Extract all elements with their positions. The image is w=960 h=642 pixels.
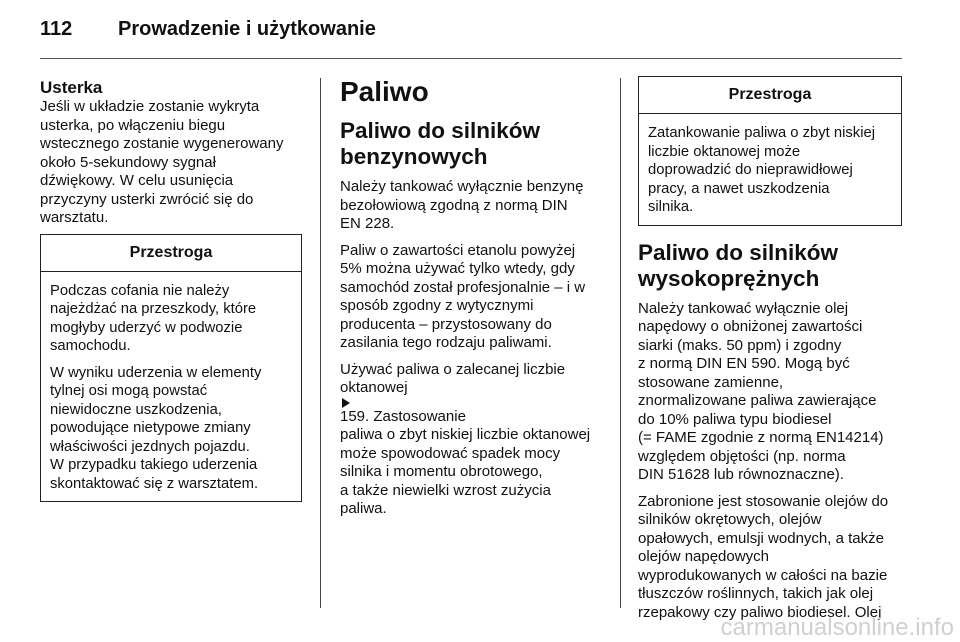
fault-heading: Usterka: [40, 78, 103, 97]
warning-box-body: Zatankowanie paliwa o zbyt niskiej liczbie oktanowej może doprowadzić do nieprawidłowej pracy, a nawet uszkodzenia silnika.: [648, 125, 876, 215]
warning-box-body: [41, 272, 301, 502]
subsection-title-diesel: Paliwo do silników wysokoprężnych: [638, 239, 839, 291]
paragraph: Należy tankować wyłącznie benzynę bezołowiową zgodną z normą DIN EN 228.: [340, 178, 584, 232]
paragraph: Zabronione jest stosowanie olejów do silników okrętowych, olejów opałowych, emulsji wodnych, a także olejów napędowych wyprodukowanych w całości na bazie tłuszczów roślinnych, takich jak olej rzepakowy czy paliwo biodiesel. Olej: [638, 492, 889, 621]
watermark: carmanualsonline.info: [720, 614, 954, 641]
column-divider-left: [320, 78, 321, 608]
section-title: Paliwo: [340, 76, 429, 107]
page-number: 112: [40, 18, 73, 40]
fault-paragraph: Jeśli w układzie zostanie wykryta usterka, po włączeniu biegu wstecznego zostanie wygenerowany około 5-sekundowy sygnał dźwiękowy. W celu usunięcia przyczyny usterki zwrócić się do warsztatu.: [40, 98, 284, 226]
left-column: [40, 78, 302, 502]
subsection-title-petrol: Paliwo do silników benzynowych: [340, 118, 541, 169]
page-header: [40, 14, 900, 46]
warning-box-reversing: [40, 234, 302, 503]
page-heading: Prowadzenie i użytkowanie: [118, 18, 376, 40]
warning-box-title: Przestroga: [41, 235, 301, 272]
warning-paragraph: W wyniku uderzenia w elementy tylnej osi mogą powstać niewidoczne uszkodzenia, powodujące nietypowe zmiany właściwości jezdnych pojazdu. W przypadku takiego uderzenia skontaktować się z warsztatem.: [50, 364, 262, 492]
middle-column: [340, 76, 604, 527]
paragraph: Używać paliwa o zalecanej liczbie oktanowej 159. Zastosowanie paliwa o zbyt niskiej liczbie oktanowej może spowodować spadek mocy silnika i momentu obrotowego, a także niewielki wzrost zużycia paliwa.: [340, 360, 591, 517]
page-reference-arrow-icon: [342, 398, 350, 408]
right-column: [638, 76, 902, 630]
warning-box-title: Przestroga: [639, 77, 901, 114]
warning-paragraph: Podczas cofania nie należy najeżdżać na przeszkody, które mogłyby uderzyć w podwozie samochodu.: [50, 282, 257, 354]
column-divider-right: [620, 78, 621, 608]
paragraph: Należy tankować wyłącznie olej napędowy o obniżonej zawartości siarki (maks. 50 ppm) i zgodny z normą DIN EN 590. Mogą być stosowane zamienne, znormalizowane paliwa zawierające do 10% paliwa typu biodiesel (= FAME zgodnie z normą EN14214) względem objętości (np. norma DIN 51628 lub równoznaczne).: [638, 299, 884, 483]
warning-box-octane: [638, 76, 902, 226]
paragraph: Paliw o zawartości etanolu powyżej 5% można używać tylko wtedy, gdy samochód został profesjonalnie – i w sposób zgodny z wytycznymi producenta – przystosowany do zasilania tego rodzaju paliwami.: [340, 241, 586, 351]
header-rule: [40, 58, 902, 59]
